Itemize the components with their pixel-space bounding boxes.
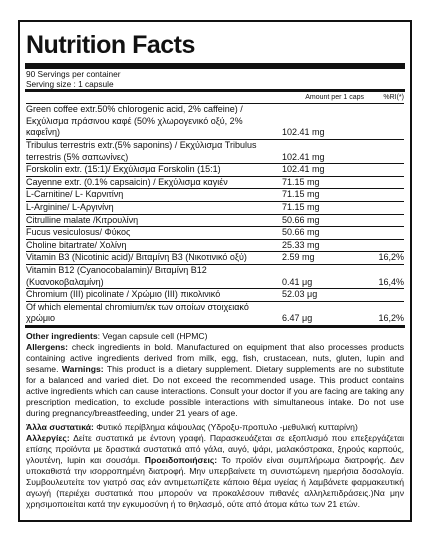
- ingredient-name: Cayenne extr. (0.1% capsaicin) / Εκχύλισμα καγιέν: [26, 176, 228, 187]
- greek-warnings-label: Προειδοποιήσεις:: [144, 454, 218, 465]
- greek-other-ingredients: [26, 422, 404, 433]
- allergens-label: Allergens:: [26, 341, 69, 352]
- ingredient-name: L-Arginine/ L-Αργινίνη: [26, 201, 114, 212]
- table-row: [26, 252, 404, 265]
- table-row: [26, 265, 404, 289]
- ingredient-name: L-Carnitine/ L- Καρνιτίνη: [26, 189, 124, 200]
- table-row: [26, 240, 404, 253]
- table-row: [26, 164, 404, 177]
- ingredient-name: Vitamin B3 (Nicotinic acid)/ Βιταμίνη B3 (Νικοτινικό οξύ): [26, 252, 247, 263]
- ingredient-rdi: 16,4%: [378, 276, 404, 287]
- greek-warnings-text: Το προϊόν είναι συμπλήρωμα διατροφής. Δεν υποκαθιστά την ισορροπημένη διατροφή. Μην υπερβαίνετε τη συνιστώμενη ημερήσια δοσολογία. Συμβουλευτείτε τον γιατρό σας εάν αντιμετωπίζετε κάποιο θέμα υγείας ή λαμβάνετε φαρμακευτική αγωγή (περιέχει συστατικά που μπορούν να προκαλέσουν πιθανές αλληλεπιδράσεις.)Να μην χρησιμοποιείται κατά την εγκυμοσύνη ή το θηλασμό, ούτε από άτομα κάτω των 21 ετών.: [26, 454, 405, 509]
- english-notes: [26, 331, 404, 419]
- ingredient-name: Vitamin B12 (Cyanocobalamin)/ Βιταμίνη B12 (Κυανοκοβαλαμίνη): [26, 264, 207, 287]
- table-row: [26, 302, 404, 325]
- ingredient-rdi: 16,2%: [378, 313, 404, 324]
- ingredient-amount: 52.03 μg: [282, 289, 318, 300]
- table-row: [26, 140, 404, 164]
- ingredient-rdi: [374, 104, 404, 139]
- ingredient-amount: 50.66 mg: [282, 214, 320, 225]
- ingredient-rdi: [374, 202, 404, 214]
- ingredient-amount: 102.41 mg: [282, 164, 325, 175]
- table-row: [26, 227, 404, 240]
- table-row: [26, 104, 404, 140]
- table-row: [26, 202, 404, 215]
- ingredient-amount: 6.47 μg: [282, 313, 313, 324]
- table-row: [26, 289, 404, 302]
- ingredient-amount: 102.41 mg: [282, 127, 325, 138]
- servings-per-container: 90 Servings per container: [26, 69, 121, 79]
- ingredient-amount: 50.66 mg: [282, 227, 320, 238]
- ingredient-rdi: 16,2%: [378, 252, 404, 263]
- greek-allergens-label: Αλλεργίες:: [26, 432, 70, 443]
- ingredient-rdi: [374, 215, 404, 227]
- ingredient-amount: 71.15 mg: [282, 176, 320, 187]
- mid-divider: [25, 89, 405, 92]
- serving-size: Serving size : 1 capsule: [26, 78, 114, 89]
- greek-other-text: Φυτικό περίβλημα κάψουλας (Υδροξυ-προπυλο -μεθυλική κυτταρίνη): [93, 421, 358, 432]
- panel-title: Nutrition Facts: [26, 31, 195, 59]
- allergens-warnings: [26, 342, 404, 419]
- ingredient-name: Chromium (III) picolinate / Χρώμιο (III) πικολινικό: [26, 289, 221, 300]
- other-ingredients-label: Other ingredients: [26, 330, 98, 341]
- greek-allergens-text: Δείτε συστατικά με έντονη γραφή. Παρασκευάζεται σε εξοπλισμό που επεξεργάζεται επίσης προϊόντα με δραστικά συστατικά από γάλα, αυγό, ψάρι, μαλακόστρακα, ξηρούς καρπούς, γλουτένη, lupin και σουσάμι.: [26, 432, 404, 465]
- greek-notes: [26, 422, 404, 510]
- amount-header: Amount per 1 caps: [305, 94, 364, 102]
- ingredient-amount: 102.41 mg: [282, 151, 325, 162]
- warnings-text: This product is a dietary supplement. Dietary supplements are no substitute for a balanced and varied diet. Do not exceed the recommended usage. This product contains active ingredients which can cause interactions. Consult your doctor if you are facing are taking any prescription medication, to exclude possible interactions with simultaneous intake. Do not use during pregnancy/breastfeeding, under 21 years of age.: [26, 363, 404, 418]
- ingredient-rdi: [374, 189, 404, 201]
- ingredient-amount: 71.15 mg: [282, 201, 320, 212]
- table-row: [26, 215, 404, 228]
- allergens-text: check ingredients in bold. Manufactured on equipment that also processes products containing active ingredients derived from milk, egg, fish, crustacean, nuts, gluten, lupin and sesame.: [26, 341, 404, 374]
- ingredient-name: Green coffee extr.50% chlorogenic acid, 2% caffeine) / Εκχύλισμα πράσινου καφέ (50% χλωρογενικό οξύ, 2% καφεΐνη): [26, 104, 243, 138]
- ingredient-rdi: [374, 140, 404, 163]
- serving-info: [26, 70, 404, 89]
- table-row: [26, 177, 404, 190]
- ingredient-rdi: [374, 227, 404, 239]
- other-ingredients: [26, 331, 404, 342]
- ingredient-rdi: [374, 289, 404, 301]
- ingredient-rdi: [374, 240, 404, 252]
- ingredient-amount: 0.41 μg: [282, 276, 313, 287]
- ingredient-name: Of which elemental chromium/εκ των οποίων στοιχειακό χρώμιο: [26, 301, 249, 324]
- ingredient-name: Forskolin extr. (15:1)/ Εκχύλισμα Forskolin (15:1): [26, 164, 221, 175]
- nutrition-facts-panel: [18, 20, 412, 522]
- warnings-label: Warnings:: [61, 363, 104, 374]
- ingredient-table: [26, 104, 404, 325]
- mid-divider: [25, 325, 405, 328]
- ingredient-name: Tribulus terrestris extr.(5% saponins) / Εκχύλισμα Tribulus terrestris (5% σαπωνίνες): [26, 139, 257, 162]
- other-ingredients-text: : Vegan capsule cell (HPMC): [97, 330, 208, 341]
- ingredient-name: Choline bitartrate/ Χολίνη: [26, 239, 127, 250]
- ingredient-rdi: [374, 177, 404, 189]
- ingredient-name: Citrulline malate /Κιτρουλίνη: [26, 214, 139, 225]
- table-row: [26, 189, 404, 202]
- ingredient-name: Fucus vesiculosus/ Φύκος: [26, 227, 131, 238]
- rdi-header: %RI(*): [383, 94, 404, 102]
- greek-other-label: Άλλα συστατικά:: [26, 421, 94, 432]
- ingredient-amount: 71.15 mg: [282, 189, 320, 200]
- ingredient-rdi: [374, 164, 404, 176]
- table-header: [26, 93, 404, 104]
- greek-allergens: [26, 433, 404, 510]
- ingredient-amount: 2.59 mg: [282, 252, 315, 263]
- ingredient-amount: 25.33 mg: [282, 239, 320, 250]
